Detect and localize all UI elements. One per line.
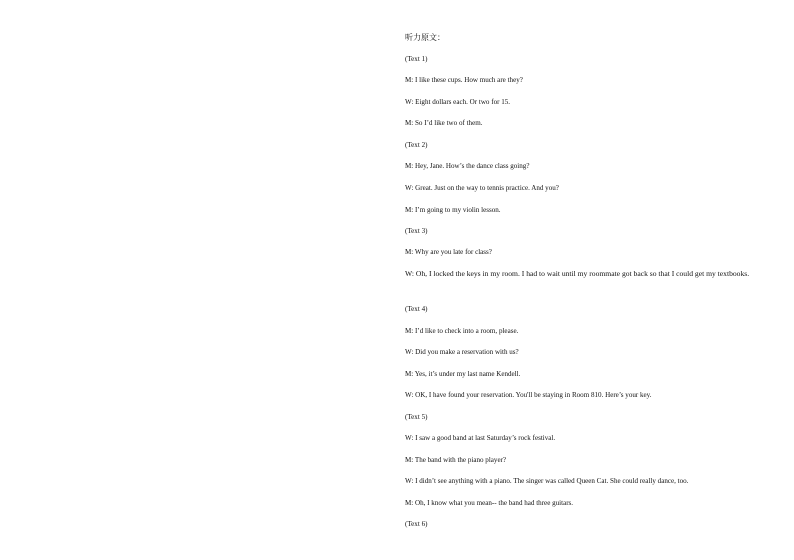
dialogue-line: W: I didn’t see anything with a piano. The singer was called Queen Cat. She could really dance, too. [405, 476, 689, 485]
dialogue-line: M: Yes, it’s under my last name Kendell. [405, 369, 521, 378]
dialogue-line: W: Great. Just on the way to tennis practice. And you? [405, 183, 559, 192]
section-heading-text-4: (Text 4) [405, 304, 428, 313]
transcript-page [405, 33, 763, 528]
dialogue-line: M: I like these cups. How much are they? [405, 75, 523, 84]
dialogue-line: M: I’d like to check into a room, please. [405, 326, 519, 335]
dialogue-line: W: Did you make a reservation with us? [405, 347, 519, 356]
dialogue-line: W: OK, I have found your reservation. You'll be staying in Room 810. Here’s your key. [405, 390, 652, 399]
dialogue-line: M: Hey, Jane. How’s the dance class going? [405, 161, 530, 170]
section-heading-text-1: (Text 1) [405, 54, 428, 63]
dialogue-line: M: Oh, I know what you mean-- the band had three guitars. [405, 498, 574, 507]
transcript-title: 听力原文： [405, 33, 445, 42]
dialogue-line: W: I saw a good band at last Saturday’s rock festival. [405, 433, 556, 442]
section-heading-text-2: (Text 2) [405, 140, 428, 149]
dialogue-line: M: I’m going to my violin lesson. [405, 205, 501, 214]
section-heading-text-6: (Text 6) [405, 519, 428, 528]
dialogue-line: M: The band with the piano player? [405, 455, 507, 464]
dialogue-line: W: Oh, I locked the keys in my room. I had to wait until my roommate got back so that I could get my textbooks. [405, 269, 750, 278]
section-heading-text-3: (Text 3) [405, 226, 428, 235]
section-heading-text-5: (Text 5) [405, 412, 428, 421]
dialogue-line: W: Eight dollars each. Or two for 15. [405, 97, 511, 106]
dialogue-line: M: Why are you late for class? [405, 247, 492, 256]
dialogue-line: M: So I’d like two of them. [405, 118, 483, 127]
